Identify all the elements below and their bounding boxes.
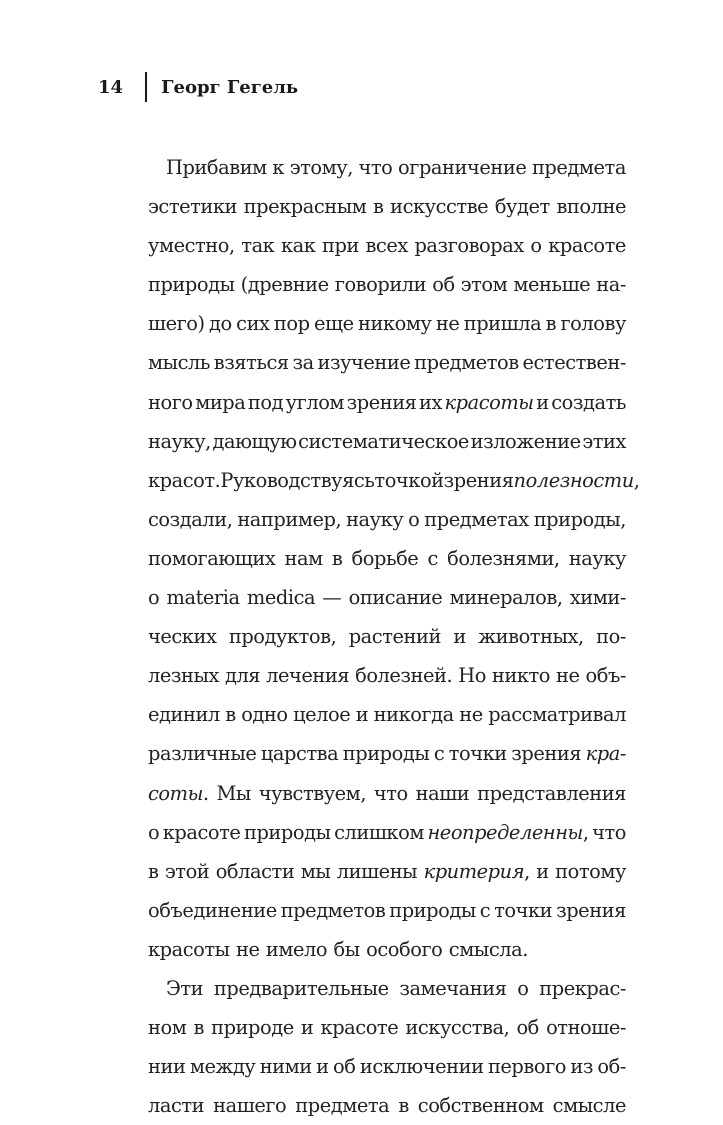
word: систематическое xyxy=(298,429,469,453)
text-line xyxy=(148,930,626,969)
text-line xyxy=(148,343,626,382)
word: о xyxy=(408,507,420,531)
text-line xyxy=(148,774,626,813)
word: точки xyxy=(448,742,507,766)
word: Прибавим xyxy=(166,156,267,179)
word: по- xyxy=(596,625,626,649)
word: ном xyxy=(148,1016,187,1040)
word: взяться xyxy=(213,351,289,375)
word: различные xyxy=(148,742,257,766)
word: — xyxy=(322,586,342,610)
word: при xyxy=(321,234,359,258)
word: будет xyxy=(494,195,550,219)
word: создать xyxy=(551,390,626,414)
word: объединение xyxy=(148,898,277,922)
word: к xyxy=(272,156,285,179)
text-line xyxy=(148,383,626,422)
word: materia xyxy=(166,586,240,610)
page-number: 14 xyxy=(98,76,124,98)
word: искусстве xyxy=(390,195,489,219)
word: пришла xyxy=(463,312,542,336)
word: точки xyxy=(494,898,553,922)
word: полезности, xyxy=(513,468,640,492)
word: замечания xyxy=(399,976,507,1000)
word: разговорах xyxy=(414,234,524,258)
word: Руководствуясь xyxy=(220,468,375,492)
word: слишком xyxy=(334,820,424,844)
header-divider xyxy=(145,72,147,102)
word: в xyxy=(225,703,236,727)
word: и xyxy=(536,390,549,414)
text-line xyxy=(148,813,626,852)
word: до xyxy=(209,312,232,336)
text-line xyxy=(148,265,626,304)
word: с xyxy=(427,546,438,570)
word: Но xyxy=(458,664,486,688)
word: критерия, xyxy=(423,859,530,883)
word: уместно, xyxy=(148,234,235,258)
word: меньше xyxy=(513,273,591,297)
word: красоте xyxy=(548,234,626,258)
word: например, xyxy=(237,507,342,531)
word: науку xyxy=(568,546,626,570)
word: о xyxy=(148,820,160,844)
word: как xyxy=(280,234,316,258)
word: между xyxy=(189,1055,256,1079)
word: что xyxy=(358,156,393,179)
word: не xyxy=(556,664,580,688)
word: этом xyxy=(460,273,508,297)
word: зрения xyxy=(443,468,514,492)
word: не xyxy=(236,937,260,961)
word: еще xyxy=(313,312,354,336)
word: углом xyxy=(285,390,345,414)
word: и xyxy=(300,1016,314,1040)
word: мы xyxy=(300,859,331,883)
word: наши xyxy=(415,781,470,805)
word: исключении xyxy=(359,1055,484,1079)
word: ческих xyxy=(148,625,217,649)
word: лишены xyxy=(336,859,418,883)
word: искусства, xyxy=(405,1016,510,1040)
word: на- xyxy=(596,273,626,297)
word: лезных xyxy=(148,664,219,688)
word: предмета xyxy=(295,1094,390,1118)
text-line xyxy=(148,891,626,930)
word: и xyxy=(536,859,549,883)
word: природы xyxy=(148,273,235,297)
word: прекрасным xyxy=(243,195,367,219)
word: единил xyxy=(148,703,220,727)
word: не xyxy=(459,703,483,727)
word: представления xyxy=(477,781,626,805)
word: имело xyxy=(265,937,328,961)
word: красоты xyxy=(444,390,534,414)
word: в xyxy=(193,1016,204,1040)
word: в xyxy=(331,546,343,570)
word: предварительные xyxy=(213,976,389,1000)
word: продуктов, xyxy=(228,625,337,649)
word: Эти xyxy=(166,976,204,1000)
word: болезнями, xyxy=(447,546,560,570)
word: этих xyxy=(582,429,626,453)
text-line xyxy=(148,734,626,773)
word: с xyxy=(479,898,491,922)
word: о xyxy=(517,976,529,1000)
word: зрения xyxy=(556,898,626,922)
text-line xyxy=(148,422,626,461)
word: их xyxy=(419,390,442,414)
word: никому xyxy=(358,312,432,336)
word: хими- xyxy=(569,586,626,610)
word: потому xyxy=(555,859,626,883)
word: первого xyxy=(487,1055,567,1079)
word: предмета xyxy=(531,156,626,179)
word: природы xyxy=(243,820,331,844)
word: голову xyxy=(560,312,626,336)
word: о xyxy=(148,586,160,610)
word: из xyxy=(570,1055,594,1079)
word: создали, xyxy=(148,507,233,531)
text-line xyxy=(148,226,626,265)
word: вполне xyxy=(556,195,626,219)
word: дающую xyxy=(212,429,297,453)
word: красоте xyxy=(320,1016,399,1040)
word: нии xyxy=(148,1055,186,1079)
word: описание xyxy=(348,586,443,610)
word: об xyxy=(432,273,455,297)
word: ними xyxy=(259,1055,312,1079)
word: минералов, xyxy=(449,586,563,610)
word: одно xyxy=(241,703,288,727)
word: сих xyxy=(236,312,270,336)
word: предметах xyxy=(424,507,529,531)
word: царства xyxy=(260,742,339,766)
word: болезней. xyxy=(355,664,453,688)
word: ласти xyxy=(148,1094,205,1118)
word: точкой xyxy=(374,468,444,492)
word: красот. xyxy=(148,468,221,492)
text-line xyxy=(148,187,626,226)
word: (древние xyxy=(240,273,329,297)
word: в xyxy=(545,312,557,336)
paragraph xyxy=(148,969,626,1125)
text-line xyxy=(148,578,626,617)
word: зрения xyxy=(511,742,582,766)
text-line xyxy=(148,617,626,656)
word: medica xyxy=(246,586,316,610)
word: что xyxy=(373,781,408,805)
running-header xyxy=(98,70,298,104)
word: всех xyxy=(365,234,408,258)
word: этой xyxy=(164,859,210,883)
text-line xyxy=(148,852,626,891)
word: об xyxy=(333,1055,356,1079)
word: пор xyxy=(273,312,310,336)
word: лечения xyxy=(266,664,350,688)
word: собственном xyxy=(417,1094,544,1118)
word: никто xyxy=(491,664,551,688)
word: в xyxy=(373,195,384,219)
text-line xyxy=(148,1086,626,1125)
body-text xyxy=(148,148,640,1125)
text-line xyxy=(148,656,626,695)
word: не xyxy=(435,312,460,336)
word: что xyxy=(592,820,626,844)
word: животных, xyxy=(478,625,584,649)
word: прекрас- xyxy=(539,976,626,1000)
word: эстетики xyxy=(148,195,238,219)
text-line xyxy=(148,500,626,539)
text-line xyxy=(148,1008,626,1047)
text-line xyxy=(148,969,626,1008)
word: в xyxy=(148,859,159,883)
word: об- xyxy=(597,1055,626,1079)
word: под xyxy=(247,390,284,414)
word: мысль xyxy=(148,351,211,375)
word: изложение xyxy=(470,429,581,453)
word: этому, xyxy=(289,156,353,179)
text-line xyxy=(148,304,626,343)
word: и xyxy=(316,1055,329,1079)
word: особого xyxy=(366,937,443,961)
word: целое xyxy=(293,703,351,727)
word: красоты xyxy=(148,937,230,961)
word: природы xyxy=(389,898,476,922)
word: природы, xyxy=(533,507,626,531)
word: с xyxy=(433,742,445,766)
word: растений xyxy=(348,625,441,649)
word: отноше- xyxy=(546,1016,626,1040)
word: предметов xyxy=(280,898,386,922)
word: никогда xyxy=(373,703,454,727)
word: природе xyxy=(211,1016,294,1040)
word: помогающих xyxy=(148,546,276,570)
word: чувствуем, xyxy=(258,781,367,805)
text-line xyxy=(148,1047,626,1086)
word: изучение xyxy=(317,351,411,375)
word: рассматривал xyxy=(488,703,626,727)
word: об xyxy=(516,1016,539,1040)
word: Мы xyxy=(216,781,251,805)
text-line xyxy=(148,148,626,187)
word: мира xyxy=(195,390,246,414)
text-line xyxy=(148,695,626,734)
word: науку, xyxy=(148,429,211,453)
word: неопределенны, xyxy=(427,820,589,844)
word: борьбе xyxy=(351,546,419,570)
word: говорили xyxy=(334,273,427,297)
word: ного xyxy=(148,390,193,414)
word: и xyxy=(453,625,466,649)
word: бы xyxy=(333,937,360,961)
word: кра- xyxy=(585,742,626,766)
word: так xyxy=(241,234,275,258)
word: предметов xyxy=(414,351,519,375)
word: смысла. xyxy=(448,937,528,961)
word: природы xyxy=(342,742,430,766)
word: нам xyxy=(284,546,323,570)
word: нашего xyxy=(213,1094,287,1118)
paragraph xyxy=(148,148,640,969)
word: науку xyxy=(346,507,404,531)
word: для xyxy=(224,664,261,688)
word: о xyxy=(530,234,542,258)
word: красоте xyxy=(162,820,241,844)
word: зрения xyxy=(346,390,417,414)
text-line xyxy=(148,461,640,500)
word: и xyxy=(355,703,369,727)
word: в xyxy=(398,1094,409,1118)
word: за xyxy=(292,351,314,375)
word: шего) xyxy=(148,312,205,336)
text-line xyxy=(148,539,626,578)
word: соты. xyxy=(148,781,209,805)
word: смысле xyxy=(552,1094,626,1118)
word: области xyxy=(215,859,295,883)
word: естествен- xyxy=(522,351,626,375)
word: ограничение xyxy=(398,156,527,179)
word: объ- xyxy=(585,664,626,688)
running-title: Георг Гегель xyxy=(161,76,299,98)
